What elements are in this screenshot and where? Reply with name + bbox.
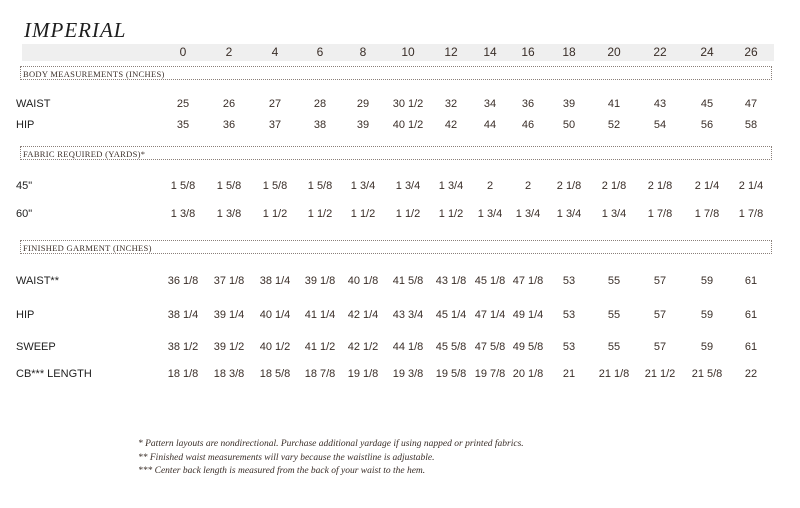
- table-cell: 59: [700, 309, 714, 321]
- table-cell: 41 1/4: [304, 309, 336, 321]
- table-cell: 39: [562, 98, 576, 110]
- table-cell: 1 3/4: [477, 208, 503, 220]
- table-cell: 46: [521, 119, 535, 131]
- table-cell: 57: [653, 275, 667, 287]
- table-cell: 1 7/8: [647, 208, 673, 220]
- table-cell: 53: [562, 275, 576, 287]
- table-cell: 1 1/2: [307, 208, 333, 220]
- row-label: WAIST: [16, 98, 51, 110]
- table-cell: 19 7/8: [474, 368, 506, 380]
- table-cell: 18 3/8: [213, 368, 245, 380]
- table-cell: 38: [313, 119, 327, 131]
- size-header-24: 24: [700, 45, 714, 59]
- table-cell: 1 3/4: [438, 180, 464, 192]
- table-cell: 21: [562, 368, 576, 380]
- row-label: WAIST**: [16, 275, 59, 287]
- table-cell: 1 1/2: [395, 208, 421, 220]
- table-cell: 61: [744, 309, 758, 321]
- table-cell: 47 5/8: [474, 341, 506, 353]
- table-cell: 28: [313, 98, 327, 110]
- table-cell: 55: [607, 341, 621, 353]
- table-cell: 2 1/8: [601, 180, 627, 192]
- size-header-8: 8: [359, 45, 367, 59]
- row-label: 45": [16, 180, 33, 192]
- table-cell: 1 1/2: [438, 208, 464, 220]
- table-cell: 35: [176, 119, 190, 131]
- table-cell: 1 3/4: [350, 180, 376, 192]
- table-cell: 2 1/4: [738, 180, 764, 192]
- table-cell: 2 1/4: [694, 180, 720, 192]
- table-cell: 44 1/8: [392, 341, 424, 353]
- table-cell: 39 1/2: [213, 341, 245, 353]
- table-cell: 57: [653, 309, 667, 321]
- table-cell: 40 1/4: [259, 309, 291, 321]
- table-cell: 45 1/8: [474, 275, 506, 287]
- table-cell: 43 3/4: [392, 309, 424, 321]
- table-cell: 36: [222, 119, 236, 131]
- table-cell: 59: [700, 341, 714, 353]
- table-cell: 21 1/2: [644, 368, 676, 380]
- table-cell: 43 1/8: [435, 275, 467, 287]
- table-cell: 49 1/4: [512, 309, 544, 321]
- table-cell: 38 1/2: [167, 341, 199, 353]
- table-cell: 41 1/2: [304, 341, 336, 353]
- table-cell: 45 5/8: [435, 341, 467, 353]
- size-header-14: 14: [483, 45, 497, 59]
- size-header-20: 20: [607, 45, 621, 59]
- size-header-bar: [22, 44, 774, 61]
- table-cell: 37: [268, 119, 282, 131]
- table-cell: 55: [607, 309, 621, 321]
- size-header-12: 12: [444, 45, 458, 59]
- footnote: * Pattern layouts are nondirectional. Purchase additional yardage if using napped or printed fabrics.: [138, 439, 524, 449]
- footnotes: [138, 438, 524, 479]
- table-cell: 18 1/8: [167, 368, 199, 380]
- table-cell: 37 1/8: [213, 275, 245, 287]
- table-cell: 42: [444, 119, 458, 131]
- table-cell: 58: [744, 119, 758, 131]
- size-header-2: 2: [225, 45, 233, 59]
- table-cell: 1 1/2: [262, 208, 288, 220]
- table-cell: 1 1/2: [350, 208, 376, 220]
- size-header-4: 4: [271, 45, 279, 59]
- size-header-18: 18: [562, 45, 576, 59]
- table-cell: 21 1/8: [598, 368, 630, 380]
- table-cell: 25: [176, 98, 190, 110]
- size-header-6: 6: [316, 45, 324, 59]
- table-cell: 42 1/2: [347, 341, 379, 353]
- table-cell: 19 5/8: [435, 368, 467, 380]
- table-cell: 1 3/4: [601, 208, 627, 220]
- table-cell: 54: [653, 119, 667, 131]
- table-cell: 18 5/8: [259, 368, 291, 380]
- table-cell: 52: [607, 119, 621, 131]
- table-cell: 1 3/4: [395, 180, 421, 192]
- table-cell: 34: [483, 98, 497, 110]
- table-cell: 55: [607, 275, 621, 287]
- table-cell: 2: [524, 180, 532, 192]
- table-cell: 1 5/8: [216, 180, 242, 192]
- footnote: ** Finished waist measurements will vary because the waistline is adjustable.: [138, 452, 435, 463]
- table-cell: 1 7/8: [694, 208, 720, 220]
- row-label: SWEEP: [16, 341, 56, 353]
- table-cell: 1 3/8: [216, 208, 242, 220]
- table-cell: 38 1/4: [259, 275, 291, 287]
- table-cell: 19 3/8: [392, 368, 424, 380]
- footnote: *** Center back length is measured from the back of your waist to the hem.: [138, 466, 426, 476]
- size-header-22: 22: [653, 45, 667, 59]
- table-cell: 43: [653, 98, 667, 110]
- row-label: HIP: [16, 119, 35, 131]
- table-cell: 44: [483, 119, 497, 131]
- table-cell: 39 1/4: [213, 309, 245, 321]
- table-cell: 42 1/4: [347, 309, 379, 321]
- table-cell: 2 1/8: [556, 180, 582, 192]
- table-cell: 1 3/8: [170, 208, 196, 220]
- table-cell: 1 5/8: [307, 180, 333, 192]
- table-cell: 2: [486, 180, 494, 192]
- table-cell: 38 1/4: [167, 309, 199, 321]
- table-cell: 56: [700, 119, 714, 131]
- table-cell: 61: [744, 275, 758, 287]
- table-cell: 49 5/8: [512, 341, 544, 353]
- row-label: 60": [16, 208, 33, 220]
- table-cell: 2 1/8: [647, 180, 673, 192]
- table-cell: 50: [562, 119, 576, 131]
- table-cell: 40 1/8: [347, 275, 379, 287]
- table-cell: 41: [607, 98, 621, 110]
- table-cell: 20 1/8: [512, 368, 544, 380]
- table-cell: 32: [444, 98, 458, 110]
- table-cell: 39: [356, 119, 370, 131]
- row-label: HIP: [16, 309, 35, 321]
- table-cell: 47 1/4: [474, 309, 506, 321]
- table-cell: 1 3/4: [556, 208, 582, 220]
- table-cell: 40 1/2: [392, 119, 424, 131]
- section-heading: BODY MEASUREMENTS (INCHES): [20, 66, 772, 80]
- table-cell: 29: [356, 98, 370, 110]
- table-cell: 22: [744, 368, 758, 380]
- table-cell: 27: [268, 98, 282, 110]
- table-cell: 1 3/4: [515, 208, 541, 220]
- table-cell: 26: [222, 98, 236, 110]
- table-cell: 47: [744, 98, 758, 110]
- table-cell: 41 5/8: [392, 275, 424, 287]
- table-cell: 39 1/8: [304, 275, 336, 287]
- table-cell: 57: [653, 341, 667, 353]
- size-header-10: 10: [401, 45, 415, 59]
- table-cell: 36 1/8: [167, 275, 199, 287]
- table-cell: 61: [744, 341, 758, 353]
- table-cell: 40 1/2: [259, 341, 291, 353]
- table-cell: 1 5/8: [170, 180, 196, 192]
- size-header-26: 26: [744, 45, 758, 59]
- table-cell: 36: [521, 98, 535, 110]
- table-cell: 47 1/8: [512, 275, 544, 287]
- row-label: CB*** LENGTH: [16, 368, 92, 380]
- table-cell: 45 1/4: [435, 309, 467, 321]
- size-header-16: 16: [521, 45, 535, 59]
- table-cell: 45: [700, 98, 714, 110]
- page-title: IMPERIAL: [24, 18, 127, 42]
- table-cell: 1 5/8: [262, 180, 288, 192]
- table-cell: 1 7/8: [738, 208, 764, 220]
- table-cell: 53: [562, 309, 576, 321]
- table-cell: 30 1/2: [392, 98, 424, 110]
- table-cell: 18 7/8: [304, 368, 336, 380]
- table-cell: 53: [562, 341, 576, 353]
- table-cell: 59: [700, 275, 714, 287]
- section-heading: FINISHED GARMENT (INCHES): [20, 240, 772, 254]
- table-cell: 21 5/8: [691, 368, 723, 380]
- table-cell: 19 1/8: [347, 368, 379, 380]
- section-heading: FABRIC REQUIRED (YARDS)*: [20, 146, 772, 160]
- size-header-0: 0: [179, 45, 187, 59]
